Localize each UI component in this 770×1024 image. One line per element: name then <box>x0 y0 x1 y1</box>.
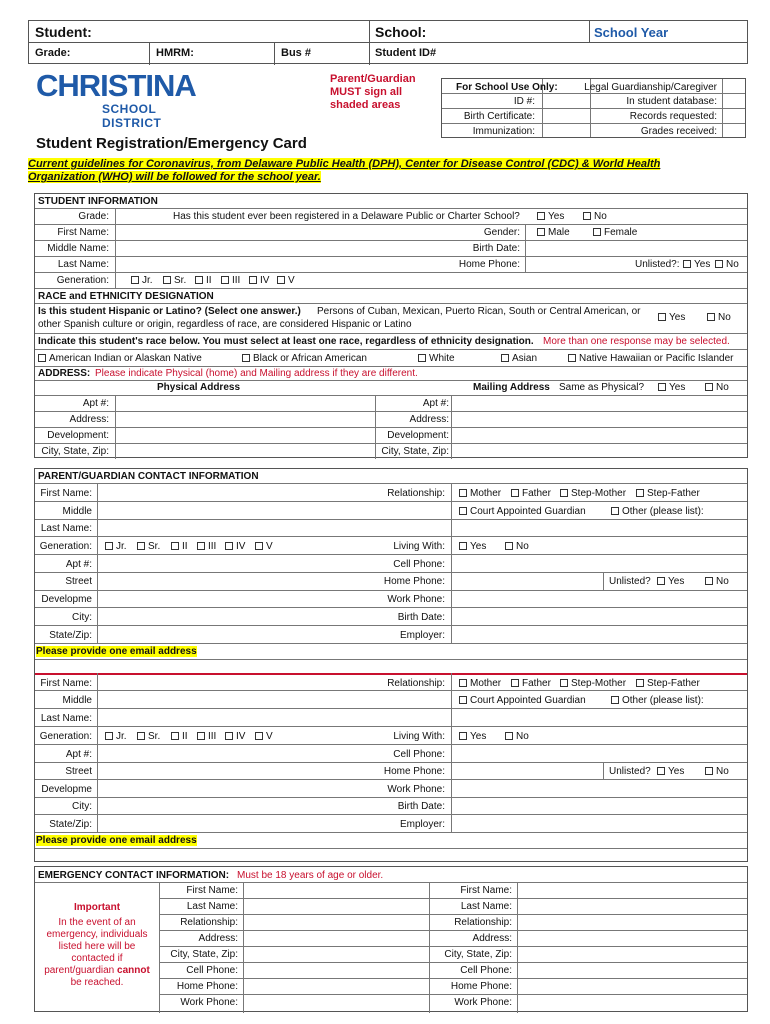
hispanic-desc-2: other Spanish culture or origin, regardless of race, are considered Hispanic or Latino <box>38 319 412 330</box>
g1-gen-sr[interactable]: Sr. <box>137 541 160 552</box>
g1-email-prompt: Please provide one email address <box>36 646 197 657</box>
unlisted-yes[interactable]: Yes <box>683 259 710 270</box>
student-info-section <box>34 193 748 458</box>
ec2-work-label: Work Phone: <box>454 997 512 1008</box>
gender-male[interactable]: Male <box>537 227 570 238</box>
phys-development-label: Development: <box>47 430 109 441</box>
g2-birth-label: Birth Date: <box>397 801 445 812</box>
g1-birth-label: Birth Date: <box>397 612 445 623</box>
g2-rel-step-father[interactable]: Step-Father <box>636 678 700 689</box>
logo-name: CHRISTINA <box>36 68 196 103</box>
middle-name-label: Middle Name: <box>47 243 109 254</box>
ec2-address-label: Address: <box>472 933 512 944</box>
shaded-notice: Parent/Guardian MUST sign all shaded areas <box>330 73 416 111</box>
g2-street-label: Street <box>65 766 92 777</box>
g1-street-label: Street <box>65 576 92 587</box>
ec2-first-name-label: First Name: <box>460 885 512 896</box>
ec1-relationship-label: Relationship: <box>180 917 238 928</box>
district-logo <box>36 68 206 130</box>
g2-first-name-label: First Name: <box>40 678 92 689</box>
school-use-in-db: In student database: <box>626 96 717 107</box>
g2-rel-mother[interactable]: Mother <box>459 678 501 689</box>
address-heading: ADDRESS: <box>38 368 91 379</box>
g1-development-label: Developme <box>41 594 92 605</box>
emergency-section <box>34 866 748 1012</box>
g2-gen-sr[interactable]: Sr. <box>137 731 160 742</box>
g1-apt-label: Apt #: <box>65 559 92 570</box>
race-heading: RACE and ETHNICITY DESIGNATION <box>38 291 214 302</box>
race-american-indian[interactable]: American Indian or Alaskan Native <box>38 353 202 364</box>
g2-court[interactable]: Court Appointed Guardian <box>459 695 586 706</box>
gen-iv[interactable]: IV <box>249 275 269 286</box>
ec1-home-label: Home Phone: <box>176 981 238 992</box>
g2-relationship-label: Relationship: <box>387 678 445 689</box>
g1-generation-label: Generation: <box>39 541 92 552</box>
student-id-label: Student ID# <box>375 47 437 59</box>
g1-living-with-label: Living With: <box>393 541 445 552</box>
gender-female[interactable]: Female <box>593 227 637 238</box>
ec2-relationship-label: Relationship: <box>454 917 512 928</box>
g1-rel-mother[interactable]: Mother <box>459 488 501 499</box>
g2-apt-label: Apt #: <box>65 749 92 760</box>
g2-unlisted-yes[interactable]: Yes <box>657 766 684 777</box>
g1-first-name-label: First Name: <box>40 488 92 499</box>
registered-no[interactable]: No <box>583 211 607 222</box>
ec1-city-label: City, State, Zip: <box>170 949 238 960</box>
g1-rel-step-mother[interactable]: Step-Mother <box>560 488 626 499</box>
ec2-last-name-label: Last Name: <box>460 901 512 912</box>
g2-generation-label: Generation: <box>39 731 92 742</box>
g1-last-name-label: Last Name: <box>40 523 92 534</box>
g2-middle-label: Middle <box>62 695 92 706</box>
address-note: Please indicate Physical (home) and Mailing address if they are different. <box>95 368 418 379</box>
registered-yes[interactable]: Yes <box>537 211 564 222</box>
g2-work-label: Work Phone: <box>387 784 445 795</box>
guidelines: Current guidelines for Coronavirus, from Delaware Public Health (DPH), Center for Disease Control (CDC) & World Health Organization (WHO) will be followed for the school year. <box>28 158 661 183</box>
g1-cell-label: Cell Phone: <box>393 559 445 570</box>
g2-living-no[interactable]: No <box>505 731 529 742</box>
emergency-heading: EMERGENCY CONTACT INFORMATION: <box>38 870 230 881</box>
g1-middle-label: Middle <box>62 506 92 517</box>
race-black[interactable]: Black or African American <box>242 353 367 364</box>
g2-other[interactable]: Other (please list): <box>611 695 704 706</box>
emergency-note: Must be 18 years of age or older. <box>237 870 384 881</box>
g1-city-label: City: <box>72 612 92 623</box>
ec1-first-name-label: First Name: <box>186 885 238 896</box>
gen-sr[interactable]: Sr. <box>163 275 186 286</box>
bus-label: Bus # <box>281 47 311 59</box>
g2-development-label: Developme <box>41 784 92 795</box>
ec1-address-label: Address: <box>198 933 238 944</box>
race-indicate: Indicate this student's race below. You must select at least one race, regardless of ethnicity designation. <box>38 336 534 347</box>
race-indicate-note: More than one response may be selected. <box>543 336 730 347</box>
hispanic-question: Is this student Hispanic or Latino? (Select one answer.) <box>38 306 301 317</box>
birth-date-label: Birth Date: <box>472 243 520 254</box>
g1-home-label: Home Phone: <box>383 576 445 587</box>
g2-home-label: Home Phone: <box>383 766 445 777</box>
home-phone-label: Home Phone: <box>458 259 520 270</box>
ec1-cell-label: Cell Phone: <box>186 965 238 976</box>
grade-label-2: Grade: <box>78 211 109 222</box>
ec2-cell-label: Cell Phone: <box>460 965 512 976</box>
g2-city-label: City: <box>72 801 92 812</box>
g1-unlisted-label: Unlisted? <box>609 576 651 587</box>
g2-gen-iv[interactable]: IV <box>225 731 245 742</box>
same-no[interactable]: No <box>705 382 729 393</box>
generation-label: Generation: <box>56 275 109 286</box>
g2-living-with-label: Living With: <box>393 731 445 742</box>
g1-other[interactable]: Other (please list): <box>611 506 704 517</box>
g1-rel-step-father[interactable]: Step-Father <box>636 488 700 499</box>
g1-gen-iv[interactable]: IV <box>225 541 245 552</box>
g1-unlisted-no[interactable]: No <box>705 576 729 587</box>
race-white[interactable]: White <box>418 353 455 364</box>
gen-ii[interactable]: II <box>195 275 212 286</box>
g1-court[interactable]: Court Appointed Guardian <box>459 506 586 517</box>
g2-gen-ii[interactable]: II <box>171 731 188 742</box>
race-asian[interactable]: Asian <box>501 353 537 364</box>
hispanic-desc-1: Persons of Cuban, Mexican, Puerto Rican, South or Central American, or <box>317 306 641 317</box>
gen-jr[interactable]: Jr. <box>131 275 153 286</box>
school-label: School: <box>375 24 427 40</box>
mail-development-label: Development: <box>387 430 449 441</box>
g1-relationship-label: Relationship: <box>387 488 445 499</box>
same-as-physical: Same as Physical? <box>559 382 645 393</box>
same-yes[interactable]: Yes <box>658 382 685 393</box>
g1-unlisted-yes[interactable]: Yes <box>657 576 684 587</box>
ec2-home-label: Home Phone: <box>450 981 512 992</box>
header-table <box>28 20 748 64</box>
school-use-birth-cert: Birth Certificate: <box>463 111 535 122</box>
parent-guardian-section <box>34 468 748 862</box>
page-title: Student Registration/Emergency Card <box>36 135 307 152</box>
g1-gen-v[interactable]: V <box>255 541 273 552</box>
g2-rel-father[interactable]: Father <box>511 678 551 689</box>
school-use-legal: Legal Guardianship/Caregiver <box>584 82 717 93</box>
g1-employer-label: Employer: <box>399 630 445 641</box>
logo-sub: SCHOOL DISTRICT <box>102 102 162 130</box>
mail-apt-label: Apt #: <box>422 398 449 409</box>
phys-address-label: Address: <box>69 414 109 425</box>
parent-heading: PARENT/GUARDIAN CONTACT INFORMATION <box>38 471 259 482</box>
mailing-address-label: Mailing Address <box>473 382 550 393</box>
emergency-important-note: Important In the event of an emergency, individuals listed here will be contacted if parent/guardian cannot be reached. <box>44 902 150 988</box>
g1-state-zip-label: State/Zip: <box>49 630 92 641</box>
grade-label: Grade: <box>35 47 71 59</box>
hmrm-label: HMRM: <box>156 47 194 59</box>
school-use-immunization: Immunization: <box>472 126 535 137</box>
school-use-title: For School Use Only: <box>456 82 558 93</box>
hispanic-yes[interactable]: Yes <box>658 312 685 323</box>
gender-label: Gender: <box>483 227 520 238</box>
g2-gen-iii[interactable]: III <box>197 731 216 742</box>
school-use-grades: Grades received: <box>640 126 717 137</box>
ec1-work-label: Work Phone: <box>180 997 238 1008</box>
physical-address-label: Physical Address <box>157 382 241 393</box>
g1-rel-father[interactable]: Father <box>511 488 551 499</box>
student-label: Student: <box>35 24 92 40</box>
g2-unlisted-label: Unlisted? <box>609 766 651 777</box>
g1-living-yes[interactable]: Yes <box>459 541 486 552</box>
mail-address-label: Address: <box>409 414 449 425</box>
unlisted-label: Unlisted?: <box>635 259 680 270</box>
gen-v[interactable]: V <box>277 275 295 286</box>
g1-gen-iii[interactable]: III <box>197 541 216 552</box>
phys-apt-label: Apt #: <box>82 398 109 409</box>
school-use-box <box>441 78 746 138</box>
g2-state-zip-label: State/Zip: <box>49 819 92 830</box>
hispanic-no[interactable]: No <box>707 312 731 323</box>
g2-cell-label: Cell Phone: <box>393 749 445 760</box>
g1-living-no[interactable]: No <box>505 541 529 552</box>
ec2-city-label: City, State, Zip: <box>444 949 512 960</box>
mail-city-label: City, State, Zip: <box>381 446 449 457</box>
g2-gen-jr[interactable]: Jr. <box>105 731 127 742</box>
g1-gen-jr[interactable]: Jr. <box>105 541 127 552</box>
g2-rel-step-mother[interactable]: Step-Mother <box>560 678 626 689</box>
g2-last-name-label: Last Name: <box>40 713 92 724</box>
school-use-id: ID #: <box>513 96 535 107</box>
g1-work-label: Work Phone: <box>387 594 445 605</box>
unlisted-no[interactable]: No <box>715 259 739 270</box>
school-year-label: School Year <box>594 25 669 40</box>
g2-living-yes[interactable]: Yes <box>459 731 486 742</box>
g2-gen-v[interactable]: V <box>255 731 273 742</box>
student-info-heading: STUDENT INFORMATION <box>38 196 158 207</box>
g2-employer-label: Employer: <box>399 819 445 830</box>
race-hawaiian[interactable]: Native Hawaiian or Pacific Islander <box>568 353 734 364</box>
registered-question: Has this student ever been registered in a Delaware Public or Charter School? <box>173 211 520 222</box>
first-name-label: First Name: <box>57 227 109 238</box>
gen-iii[interactable]: III <box>221 275 240 286</box>
phys-city-label: City, State, Zip: <box>41 446 109 457</box>
g2-unlisted-no[interactable]: No <box>705 766 729 777</box>
school-use-records: Records requested: <box>629 111 717 122</box>
ec1-last-name-label: Last Name: <box>186 901 238 912</box>
g1-gen-ii[interactable]: II <box>171 541 188 552</box>
last-name-label: Last Name: <box>57 259 109 270</box>
g2-email-prompt: Please provide one email address <box>36 835 197 846</box>
